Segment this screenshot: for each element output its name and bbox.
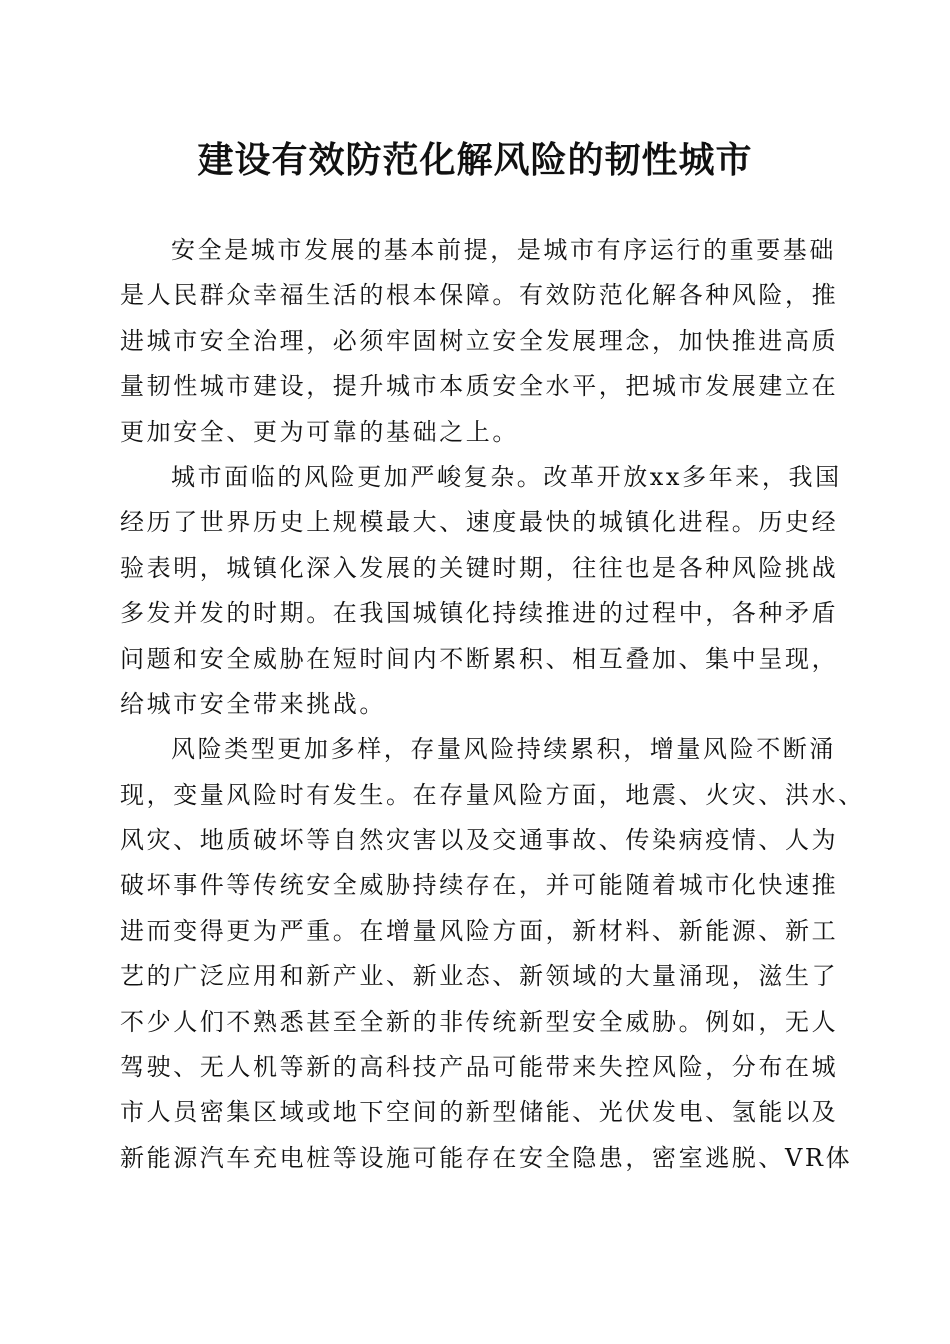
text-line: 多发并发的时期。在我国城镇化持续推进的过程中，各种矛盾: [120, 599, 839, 628]
text-line: 是人民群众幸福生活的根本保障。有效防范化解各种风险，推: [120, 281, 839, 310]
text-line: 不少人们不熟悉甚至全新的非传统新型安全威胁。例如，无人: [120, 1007, 839, 1036]
text-line: 进而变得更为严重。在增量风险方面，新材料、新能源、新工: [120, 916, 839, 945]
paragraph-2: [120, 455, 842, 727]
text-line: 新能源汽车充电桩等设施可能存在安全隐患，密室逃脱、VR体: [120, 1143, 853, 1172]
text-line: 问题和安全威胁在短时间内不断累积、相互叠加、集中呈现，: [120, 644, 839, 673]
text-line: 量韧性城市建设，提升城市本质安全水平，把城市发展建立在: [120, 372, 839, 401]
text-line: 验表明，城镇化深入发展的关键时期，往往也是各种风险挑战: [120, 553, 839, 582]
paragraph-3: [120, 727, 865, 1181]
text-line: 给城市安全带来挑战。: [120, 689, 386, 718]
text-line: 风灾、地质破坏等自然灾害以及交通事故、传染病疫情、人为: [120, 826, 839, 855]
text-line: 市人员密集区域或地下空间的新型储能、光伏发电、氢能以及: [120, 1098, 839, 1127]
text-line: 破坏事件等传统安全威胁持续存在，并可能随着城市化快速推: [120, 871, 839, 900]
text-line: 安全是城市发展的基本前提，是城市有序运行的重要基础: [171, 236, 836, 264]
text-line: 经历了世界历史上规模最大、速度最快的城镇化进程。历史经: [120, 508, 839, 537]
text-line: 现，变量风险时有发生。在存量风险方面，地震、火灾、洪水、: [120, 780, 865, 809]
text-line: 城市面临的风险更加严峻复杂。改革开放xx多年来，我国: [171, 462, 842, 491]
text-line: 进城市安全治理，必须牢固树立安全发展理念，加快推进高质: [120, 326, 839, 355]
text-line: 驾驶、无人机等新的高科技产品可能带来失控风险，分布在城: [120, 1053, 839, 1082]
paragraph-1: [120, 228, 839, 455]
document-body: [120, 228, 865, 1181]
text-line: 风险类型更加多样，存量风险持续累积，增量风险不断涌: [171, 735, 836, 764]
text-line: 艺的广泛应用和新产业、新业态、新领域的大量涌现，滋生了: [120, 962, 839, 991]
text-line: 更加安全、更为可靠的基础之上。: [120, 417, 519, 446]
document-title: 建设有效防范化解风险的韧性城市: [197, 139, 753, 181]
